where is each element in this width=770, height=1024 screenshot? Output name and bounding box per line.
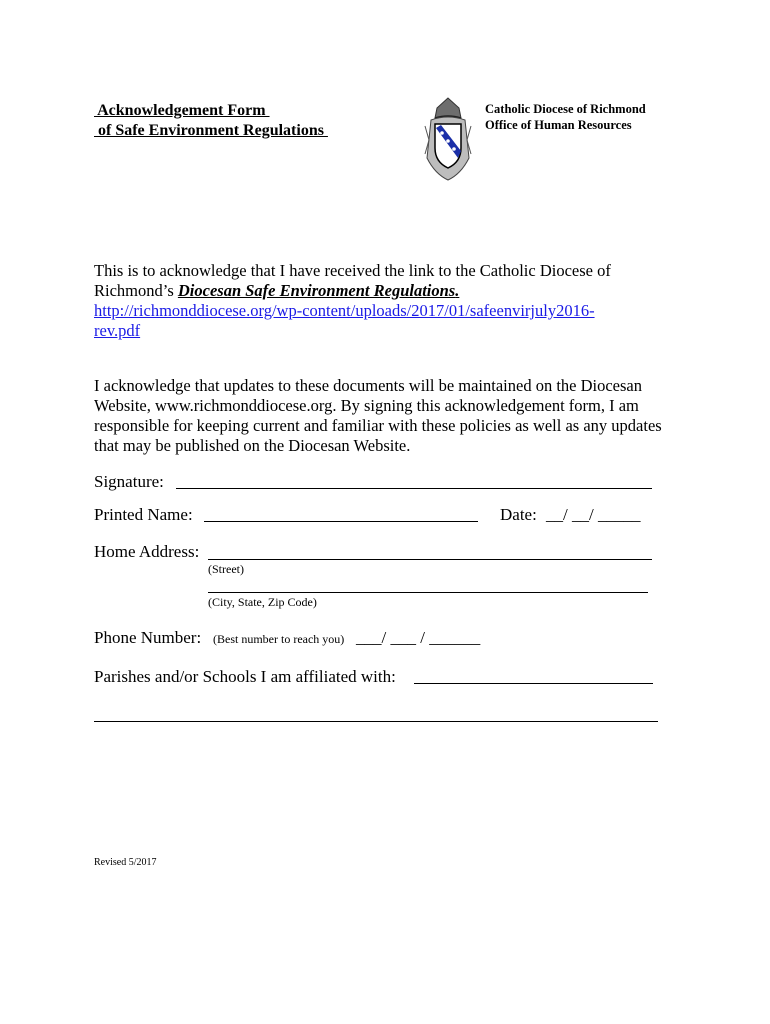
- street-field[interactable]: [208, 559, 652, 560]
- acknowledgement-paragraph: [94, 261, 654, 341]
- updates-paragraph: I acknowledge that updates to these documents will be maintained on the Diocesan Website, www.richmonddiocese.org. By signing this acknowledgement form, I am responsible for keeping current and familiar with these policies as well as any updates that may be published on the Diocesan Website.: [94, 376, 662, 455]
- office-name: Office of Human Resources: [485, 118, 632, 132]
- phone-field[interactable]: ___/ ___ / ______: [356, 628, 481, 647]
- phone-hint: (Best number to reach you): [213, 632, 345, 646]
- signature-label: Signature:: [94, 472, 164, 491]
- parishes-field[interactable]: [414, 683, 653, 684]
- home-address-label: Home Address:: [94, 542, 200, 561]
- date-field[interactable]: __/ __/ _____: [546, 505, 641, 524]
- street-hint: (Street): [208, 562, 244, 576]
- diocese-name: Catholic Diocese of Richmond: [485, 102, 646, 116]
- revision-note: Revised 5/2017: [94, 857, 157, 868]
- city-state-zip-hint: (City, State, Zip Code): [208, 595, 317, 609]
- phone-label: Phone Number:: [94, 628, 202, 647]
- form-title: [94, 101, 328, 141]
- office-header: [485, 101, 646, 133]
- form-title-line2: of Safe Environment Regulations: [94, 122, 328, 139]
- printed-name-label: Printed Name:: [94, 505, 193, 524]
- acknowledgement-intro: This is to acknowledge that I have received the link to the Catholic Diocese of Richmond’s: [94, 261, 611, 300]
- date-label: Date:: [500, 505, 537, 524]
- regulations-title: Diocesan Safe Environment Regulations: [177, 281, 456, 300]
- signature-field[interactable]: [176, 488, 652, 489]
- diocesan-seal-icon: [417, 96, 479, 182]
- printed-name-field[interactable]: [204, 521, 478, 522]
- regulations-link-end[interactable]: rev.pdf: [94, 321, 141, 340]
- parishes-label: Parishes and/or Schools I am affiliated with:: [94, 667, 396, 686]
- regulations-period: .: [455, 281, 460, 300]
- regulations-link[interactable]: http://richmonddiocese.org/wp-content/uploads/2017/01/safeenvirjuly2016-: [94, 301, 595, 320]
- city-state-zip-field[interactable]: [208, 592, 648, 593]
- parishes-field-continued[interactable]: [94, 721, 658, 722]
- form-title-line1: Acknowledgement Form: [94, 102, 270, 119]
